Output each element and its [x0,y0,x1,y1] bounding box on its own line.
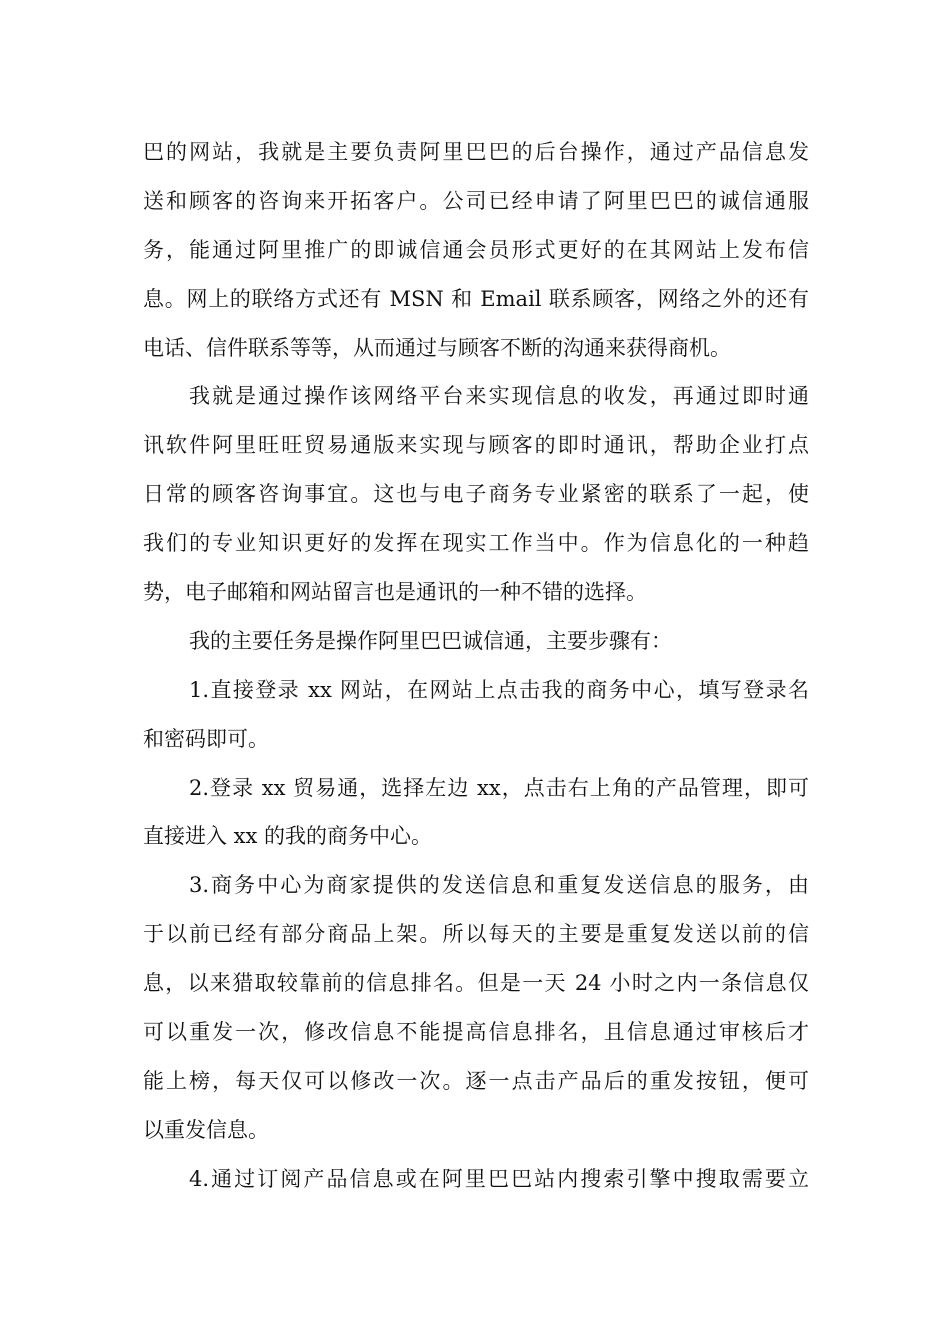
text-line: 能上榜，每天仅可以修改一次。逐一点击产品后的重发按钮，便可 [143,1068,809,1093]
text-line: 和密码即可。 [143,726,269,751]
text-line: 日常的顾客咨询事宜。这也与电子商务专业紧密的联系了一起，使 [143,482,809,507]
text-line: 息。网上的联络方式还有 MSN 和 Email 联系顾客，网络之外的还有 [143,286,809,311]
text-line: 以重发信息。 [143,1117,269,1142]
text-line: 可以重发一次，修改信息不能提高信息排名，且信息通过审核后才 [143,1020,809,1045]
text-line: 讯软件阿里旺旺贸易通版来实现与顾客的即时通讯，帮助企业打点 [143,433,809,458]
paragraph-start-line: 我的主要任务是操作阿里巴巴诚信通，主要步骤有： [189,628,672,653]
text-line: 务，能通过阿里推广的即诚信通会员形式更好的在其网站上发布信 [143,237,809,262]
text-line: 送和顾客的咨询来开拓客户。公司已经申请了阿里巴巴的诚信通服 [143,188,809,213]
step-3-line: 3.商务中心为商家提供的发送信息和重复发送信息的服务，由 [189,873,809,898]
paragraph-start-line: 我就是通过操作该网络平台来实现信息的收发，再通过即时通 [189,384,809,409]
body-text [143,128,809,1204]
text-line: 电话、信件联系等等，从而通过与顾客不断的沟通来获得商机。 [143,335,731,360]
text-line: 势，电子邮箱和网站留言也是通讯的一种不错的选择。 [143,580,647,605]
text-line: 巴的网站，我就是主要负责阿里巴巴的后台操作，通过产品信息发 [143,140,809,164]
step-4-line: 4.通过订阅产品信息或在阿里巴巴站内搜索引擎中搜取需要立 [189,1166,809,1191]
text-line: 息，以来猎取较靠前的信息排名。但是一天 24 小时之内一条信息仅 [143,971,809,996]
text-line: 直接进入 xx 的我的商务中心。 [143,824,433,849]
step-2-line: 2.登录 xx 贸易通，选择左边 xx，点击右上角的产品管理，即可 [189,775,809,800]
step-1-line: 1.直接登录 xx 网站，在网站上点击我的商务中心，填写登录名 [189,677,809,702]
text-line: 我们的专业知识更好的发挥在现实工作当中。作为信息化的一种趋 [143,531,809,556]
text-line: 于以前已经有部分商品上架。所以每天的主要是重复发送以前的信 [143,922,809,947]
